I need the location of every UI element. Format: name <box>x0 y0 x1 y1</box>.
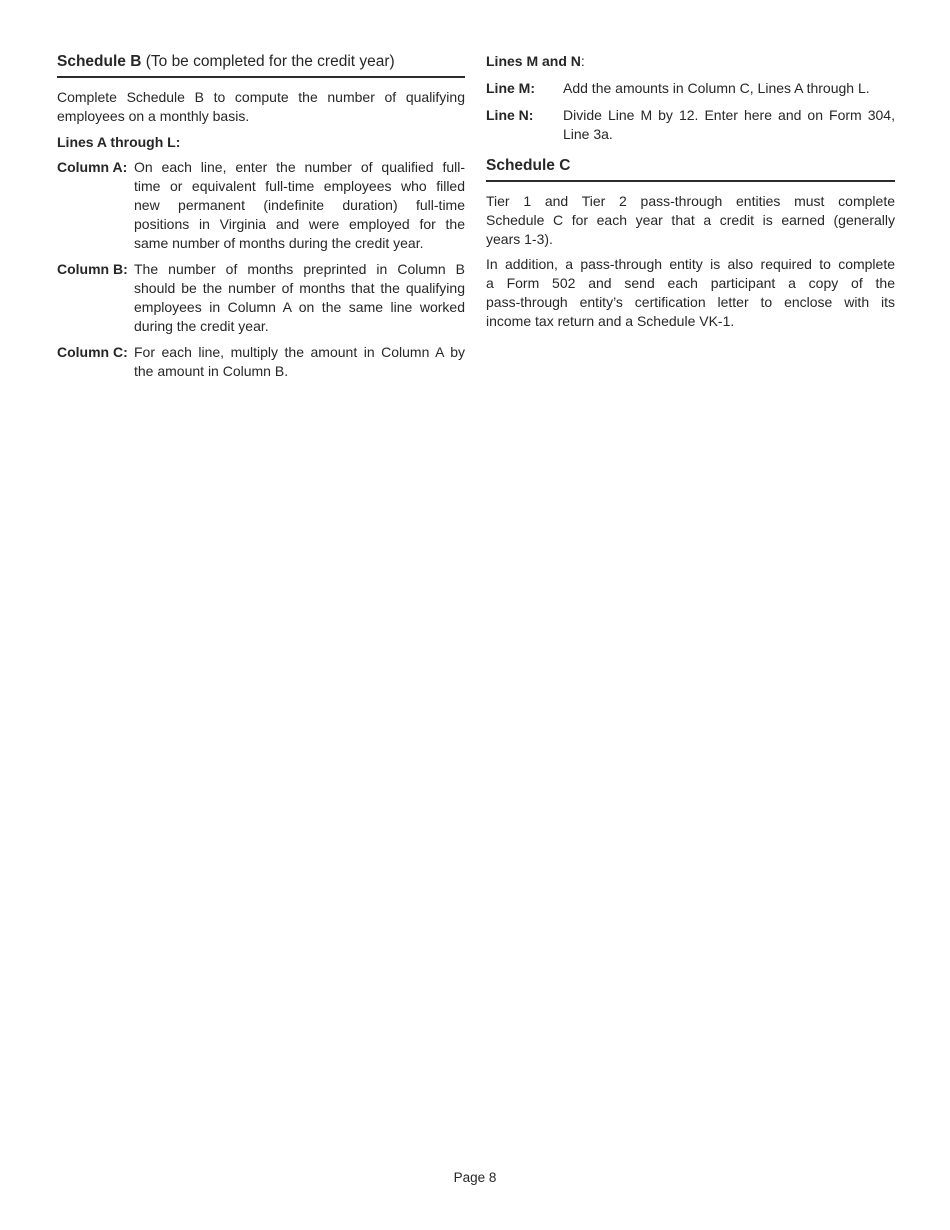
lines-m-and-n-title: Lines M and N <box>486 53 581 69</box>
schedule-c-paragraph-2 <box>486 255 895 331</box>
text-line: positions in Virginia and were employed for the <box>134 216 465 232</box>
text-line: the amount in Column B. <box>134 363 289 379</box>
column-c-item <box>57 343 465 381</box>
page-number: Page 8 <box>453 1170 497 1185</box>
text-line: income tax return and a Schedule VK-1. <box>486 313 735 329</box>
text-line: On each line, enter the number of qualified full- <box>134 159 465 175</box>
text-line: should be the number of months that the qualifying <box>134 280 465 296</box>
line-m-text <box>563 79 895 98</box>
column-a-text <box>134 158 465 253</box>
text-line: Schedule C for each year that a credit is earned (generally <box>486 212 895 228</box>
text-line: Tier 1 and Tier 2 pass-through entities must complete <box>486 193 895 209</box>
schedule-b-title: Schedule B <box>57 53 142 70</box>
schedule-c-paragraph-1 <box>486 192 895 249</box>
right-column <box>486 52 895 338</box>
lines-m-and-n-colon: : <box>580 53 585 69</box>
schedule-b-intro-paragraph <box>57 88 465 126</box>
text-line: time or equivalent full-time employees who filled <box>134 178 465 194</box>
line-n-item <box>486 106 895 144</box>
text-line: same number of months during the credit year. <box>134 235 424 251</box>
text-line: The number of months preprinted in Column B <box>134 261 465 277</box>
line-m-label: Line M: <box>486 80 535 96</box>
left-column <box>57 52 465 388</box>
column-c-text <box>134 343 465 381</box>
schedule-b-heading <box>57 52 465 78</box>
schedule-b-subtitle: (To be completed for the credit year) <box>141 53 395 70</box>
text-line: Complete Schedule B to compute the number of qualifying <box>57 89 465 105</box>
text-line: a Form 502 and send each participant a copy of the <box>486 275 895 291</box>
text-line: Add the amounts in Column C, Lines A through L. <box>563 80 870 96</box>
line-n-text <box>563 106 895 144</box>
text-line: In addition, a pass-through entity is also required to complete <box>486 256 895 272</box>
column-b-label: Column B: <box>57 261 128 277</box>
column-a-label: Column A: <box>57 159 128 175</box>
lines-m-and-n-heading <box>486 52 895 71</box>
text-line: employees on a monthly basis. <box>57 108 250 124</box>
text-line: For each line, multiply the amount in Column A by <box>134 344 465 360</box>
text-line: years 1-3). <box>486 231 553 247</box>
lines-a-through-l-heading: Lines A through L: <box>57 134 181 150</box>
line-m-item <box>486 79 895 98</box>
schedule-c-heading <box>486 156 895 182</box>
schedule-c-title: Schedule C <box>486 157 571 174</box>
text-line: employees in Column A on the same line worked <box>134 299 465 315</box>
column-a-item <box>57 158 465 253</box>
text-line: during the credit year. <box>134 318 269 334</box>
column-c-label: Column C: <box>57 344 128 360</box>
text-line: new permanent (indefinite duration) full-time <box>134 197 465 213</box>
text-line: pass-through entity’s certification letter to enclose with its <box>486 294 895 310</box>
text-line: Line 3a. <box>563 126 613 142</box>
column-b-text <box>134 260 465 336</box>
line-n-label: Line N: <box>486 107 534 123</box>
column-b-item <box>57 260 465 336</box>
text-line: Divide Line M by 12. Enter here and on Form 304, <box>563 107 895 123</box>
